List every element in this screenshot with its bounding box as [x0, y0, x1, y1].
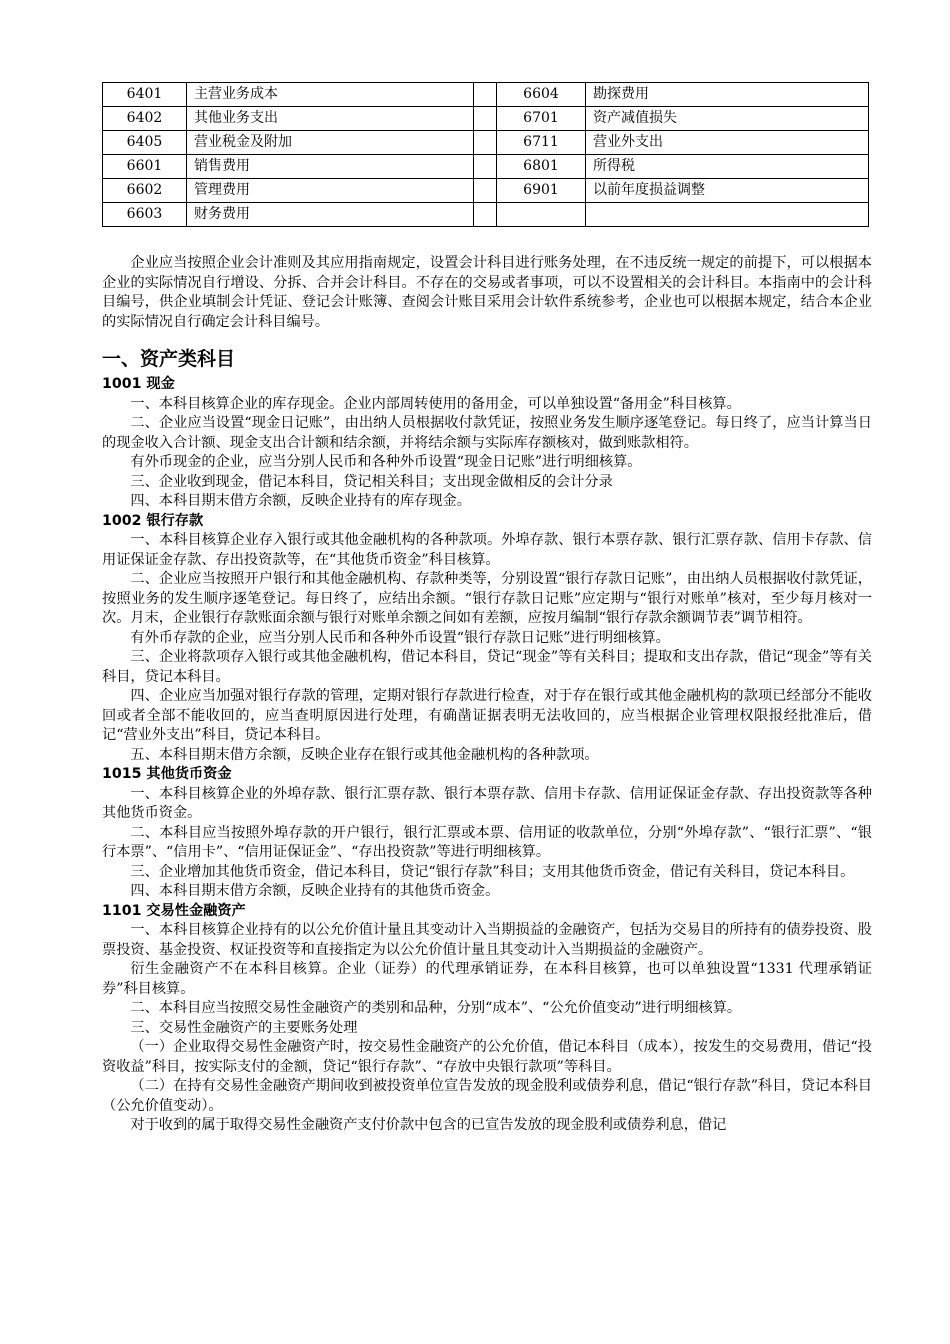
account-name: 管理费用 [187, 179, 474, 203]
paragraph: 有外币现金的企业，应当分别人民币和各种外币设置“现金日记账”进行明细核算。 [130, 454, 642, 470]
paragraph: 二、企业应当设置“现金日记账”，由出纳人员根据收付款凭证，按照业务发生顺序逐笔登记。每日终了，应当计算当日的现金收入合计额、现金支出合计额和结余额，并将结余额与实际库存额核对，做到账款相符。 [102, 415, 872, 451]
account-code: 6901 [497, 179, 586, 203]
paragraph: 三、企业增加其他货币资金，借记本科目，贷记“银行存款”科目；支用其他货币资金，借记有关科目，贷记本科目。 [130, 863, 855, 880]
account-name: 资产减值损失 [586, 107, 869, 131]
table-row [103, 203, 869, 227]
paragraph: 一、本科目核算企业持有的以公允价值计量且其变动计入当期损益的金融资产，包括为交易目的所持有的债券投资、股票投资、基金投资、权证投资等和直接指定为以公允价值计量且其变动计入当期损益的金融资产。 [102, 922, 872, 958]
account-name: 勘探费用 [586, 83, 869, 107]
section-title: 一、资产类科目 [102, 348, 236, 370]
account-name: 所得税 [586, 155, 869, 179]
account-code: 6711 [497, 131, 586, 155]
account-section-1101 [102, 902, 872, 1136]
account-code: 6401 [103, 83, 187, 107]
account-name: 销售费用 [187, 155, 474, 179]
account-name [586, 203, 869, 227]
account-section-1015 [102, 765, 872, 902]
account-code: 6402 [103, 107, 187, 131]
paragraph: 四、本科目期末借方余额，反映企业持有的库存现金。 [130, 493, 471, 509]
spacer-cell [474, 131, 497, 155]
account-code: 6603 [103, 203, 187, 227]
account-title: 1001 现金 [102, 376, 175, 392]
paragraph: 对于收到的属于取得交易性金融资产支付价款中包含的已宣告发放的现金股利或债券利息，借记 [130, 1117, 727, 1133]
account-name: 主营业务成本 [187, 83, 474, 107]
paragraph: 二、企业应当按照开户银行和其他金融机构、存款种类等，分别设置“银行存款日记账”，由出纳人员根据收付款凭证，按照业务的发生顺序逐笔登记。每日终了，应结出余额。“银行存款日记账”应定期与“银行对账单”核对，至少每月核对一次。月末，企业银行存款账面余额与银行对账单余额之间如有差额，应按月编制“银行存款余额调节表”调节相符。 [102, 571, 872, 626]
account-code-table [102, 82, 869, 227]
spacer-cell [474, 203, 497, 227]
account-code: 6405 [103, 131, 187, 155]
account-name: 营业外支出 [586, 131, 869, 155]
intro-block [102, 254, 872, 332]
account-section-1002 [102, 512, 872, 766]
spacer-cell [474, 179, 497, 203]
paragraph: 一、本科目核算企业的库存现金。企业内部周转使用的备用金，可以单独设置“备用金”科目核算。 [130, 395, 741, 412]
intro-paragraph: 企业应当按照企业会计准则及其应用指南规定，设置会计科目进行账务处理，在不违反统一规定的前提下，可以根据本企业的实际情况自行增设、分拆、合并会计科目。不存在的交易或者事项，可以不设置相关的会计科目。本指南中的会计科目编号，供企业填制会计凭证、登记会计账簿、查阅会计账目采用会计软件系统参考，企业也可以根据本规定，结合本企业的实际情况自行确定会计科目编号。 [102, 255, 872, 330]
spacer-cell [474, 155, 497, 179]
table-row [103, 131, 869, 155]
paragraph: 衍生金融资产不在本科目核算。企业（证券）的代理承销证券，在本科目核算，也可以单独设置“1331 代理承销证券”科目核算。 [102, 961, 872, 997]
paragraph: 二、本科目应当按照交易性金融资产的类别和品种，分别“成本”、“公允价值变动”进行明细核算。 [130, 1000, 742, 1016]
account-section-1001 [102, 375, 872, 512]
account-name: 其他业务支出 [187, 107, 474, 131]
account-code: 6801 [497, 155, 586, 179]
paragraph: 三、企业将款项存入银行或其他金融机构，借记本科目，贷记“现金”等有关科目；提取和支出存款，借记“现金”等有关科目，贷记本科目。 [102, 649, 872, 685]
table-row [103, 83, 869, 107]
account-title: 1015 其他货币资金 [102, 766, 232, 782]
account-title: 1101 交易性金融资产 [102, 902, 246, 919]
account-code: 6601 [103, 155, 187, 179]
account-name: 营业税金及附加 [187, 131, 474, 155]
account-title: 1002 银行存款 [102, 512, 204, 529]
paragraph: （二）在持有交易性金融资产期间收到被投资单位宣告发放的现金股利或债券利息，借记“银行存款”科目，贷记本科目（公允价值变动）。 [102, 1078, 872, 1114]
paragraph: 二、本科目应当按照外埠存款的开户银行，银行汇票或本票、信用证的收款单位，分别“外埠存款”、“银行汇票”、“银行本票”、“信用卡”、“信用证保证金”、“存出投资款”等进行明细核算。 [102, 824, 872, 860]
paragraph: 一、本科目核算企业存入银行或其他金融机构的各种款项。外埠存款、银行本票存款、银行汇票存款、信用卡存款、信用证保证金存款、存出投资款等，在“其他货币资金”科目核算。 [102, 532, 872, 568]
spacer-cell [474, 107, 497, 131]
account-code: 6701 [497, 107, 586, 131]
paragraph: 四、企业应当加强对银行存款的管理，定期对银行存款进行检查，对于存在银行或其他金融机构的款项已经部分不能收回或者全部不能收回的，应当查明原因进行处理，有确凿证据表明无法收回的，应当根据企业管理权限报经批准后，借记“营业外支出”科目，贷记本科目。 [102, 688, 872, 743]
paragraph: （一）企业取得交易性金融资产时，按交易性金融资产的公允价值，借记本科目（成本），按发生的交易费用，借记“投资收益”科目，按实际支付的金额，贷记“银行存款”、“存放中央银行款项”等科目。 [102, 1039, 872, 1075]
paragraph: 一、本科目核算企业的外埠存款、银行汇票存款、银行本票存款、信用卡存款、信用证保证金存款、存出投资款等各种其他货币资金。 [102, 785, 872, 821]
account-code: 6602 [103, 179, 187, 203]
paragraph: 三、交易性金融资产的主要账务处理 [130, 1019, 358, 1036]
account-name: 以前年度损益调整 [586, 179, 869, 203]
account-code [497, 203, 586, 227]
paragraph: 四、本科目期末借方余额，反映企业持有的其他货币资金。 [130, 883, 500, 899]
main-content [102, 345, 872, 1136]
paragraph: 五、本科目期末借方余额，反映企业存在银行或其他金融机构的各种款项。 [130, 746, 599, 763]
table-row [103, 179, 869, 203]
account-name: 财务费用 [187, 203, 474, 227]
spacer-cell [474, 83, 497, 107]
paragraph: 三、企业收到现金，借记本科目，贷记相关科目；支出现金做相反的会计分录 [130, 473, 613, 490]
paragraph: 有外币存款的企业，应当分别人民币和各种外币设置“银行存款日记账”进行明细核算。 [130, 629, 670, 646]
table-row [103, 107, 869, 131]
table-row [103, 155, 869, 179]
account-code: 6604 [497, 83, 586, 107]
